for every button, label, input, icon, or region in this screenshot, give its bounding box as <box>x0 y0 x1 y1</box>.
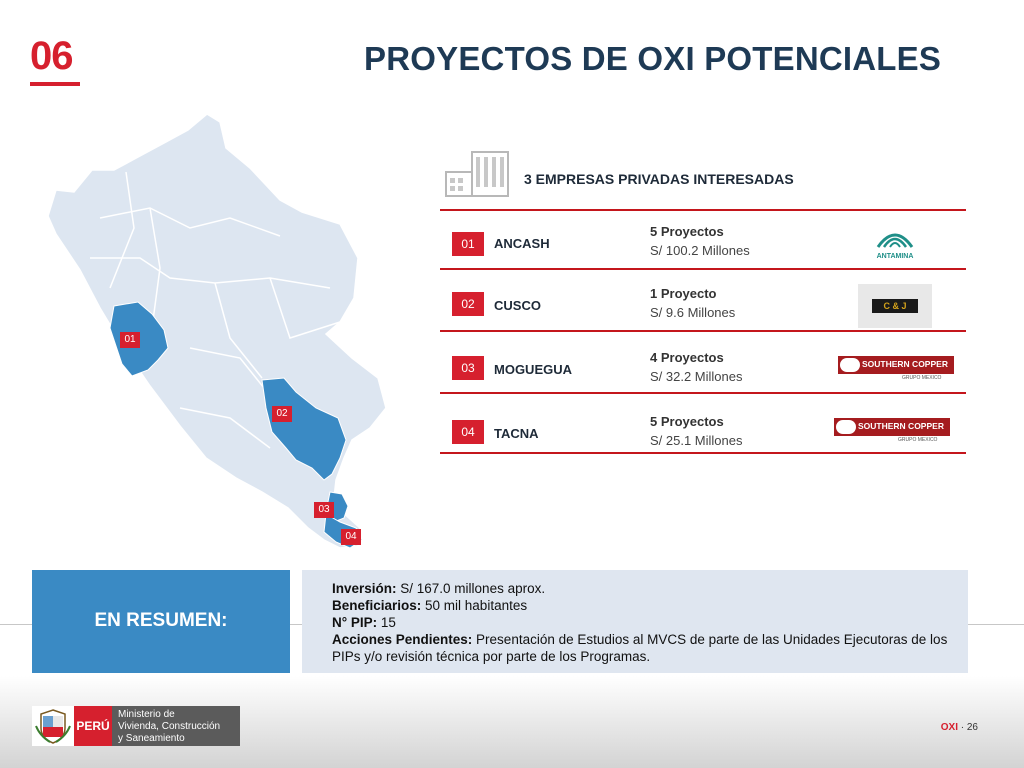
project-amount: S/ 9.6 Millones <box>650 305 736 320</box>
section-underline <box>30 82 80 86</box>
summary-label-box <box>32 570 290 673</box>
project-count: 1 Proyecto <box>650 286 717 301</box>
project-region: CUSCO <box>494 298 541 313</box>
project-count: 5 Proyectos <box>650 414 724 429</box>
project-number: 02 <box>452 292 484 316</box>
footer-separator: · <box>957 722 967 733</box>
project-number: 04 <box>452 420 484 444</box>
page-indicator <box>941 722 978 733</box>
antamina-logo <box>874 221 916 261</box>
investment-label: Inversión: <box>332 581 397 596</box>
svg-text:ANTAMINA: ANTAMINA <box>876 253 914 260</box>
ministry-name <box>112 706 240 746</box>
project-region: ANCASH <box>494 236 550 251</box>
beneficiaries-label: Beneficiarios: <box>332 598 422 613</box>
project-number: 03 <box>452 356 484 380</box>
actions-label: Acciones Pendientes: <box>332 632 473 647</box>
map-tag-04: 04 <box>341 529 361 545</box>
ministry-line-1: Ministerio de <box>118 709 175 720</box>
beneficiaries-value: 50 mil habitantes <box>421 598 528 613</box>
investment-value: S/ 167.0 millones aprox. <box>396 581 546 596</box>
section-number: 06 <box>30 34 73 78</box>
companies-heading: 3 EMPRESAS PRIVADAS INTERESADAS <box>524 171 794 187</box>
summary-label: EN RESUMEN: <box>94 610 228 631</box>
project-amount: S/ 25.1 Millones <box>650 433 743 448</box>
project-number: 01 <box>452 232 484 256</box>
peru-country-shape <box>48 114 386 548</box>
pip-value: 15 <box>377 615 396 630</box>
footer-brand: OXI <box>940 722 958 733</box>
map-tag-03: 03 <box>314 502 334 518</box>
building-icon <box>444 148 514 198</box>
project-row <box>440 209 966 271</box>
southern-copper-logo: SOUTHERN COPPER GRUPO MEXICO <box>834 418 950 444</box>
project-count: 4 Proyectos <box>650 350 724 365</box>
project-region: TACNA <box>494 426 539 441</box>
summary-box <box>302 570 968 673</box>
project-region: MOGUEGUA <box>494 362 572 377</box>
project-row <box>440 392 966 454</box>
peru-map-svg <box>40 108 400 558</box>
ministry-line-3: y Saneamiento <box>118 733 185 744</box>
page-title: PROYECTOS DE OXI POTENCIALES <box>364 40 942 77</box>
coat-of-arms-icon <box>32 706 74 746</box>
ministry-line-2: Vivienda, Construcción <box>118 721 221 732</box>
southern-copper-logo: SOUTHERN COPPER GRUPO MEXICO <box>838 356 954 382</box>
page-number: 26 <box>966 722 978 733</box>
project-row <box>440 268 966 330</box>
summary-text <box>332 580 952 665</box>
project-count: 5 Proyectos <box>650 224 724 239</box>
cj-logo: C & J <box>858 284 932 328</box>
ministry-logo <box>32 706 240 746</box>
project-amount: S/ 100.2 Millones <box>650 243 750 258</box>
actions-value: Presentación de Estudios al MVCS de parte de las Unidades Ejecutoras de los PIPs y/o revisión técnica por parte de los Programas. <box>332 632 948 664</box>
peru-label: PERÚ <box>74 706 112 746</box>
pip-label: N° PIP: <box>332 615 378 630</box>
project-row <box>440 330 966 392</box>
map-tag-01: 01 <box>120 332 140 348</box>
map-tag-02: 02 <box>272 406 292 422</box>
peru-map <box>40 108 400 558</box>
project-amount: S/ 32.2 Millones <box>650 369 743 384</box>
